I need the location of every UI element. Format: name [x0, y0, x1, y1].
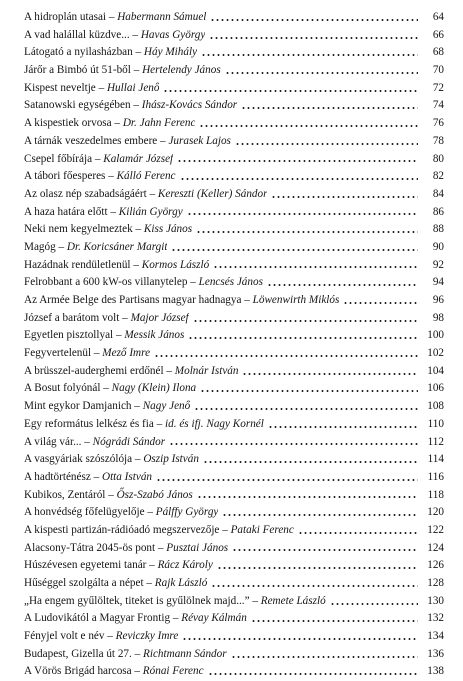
dot-leader [171, 248, 418, 252]
dot-leader [268, 425, 418, 429]
dot-leader [187, 212, 418, 216]
toc-entry [24, 610, 444, 628]
entry-page-number: 114 [427, 453, 444, 466]
dot-leader [242, 372, 418, 376]
toc-entry [24, 557, 444, 575]
entry-title-text: A Bosut folyónál – [24, 382, 112, 395]
entry-title [24, 62, 221, 80]
entry-author: Habermann Sámuel [117, 11, 207, 23]
toc-entry [24, 80, 444, 98]
entry-page-number: 118 [427, 488, 444, 501]
entry-author: Nógrádi Sándor [92, 435, 166, 448]
entry-page-number: 130 [427, 594, 444, 607]
entry-title-text: Járőr a Bimbó út 51-ből – [24, 64, 143, 77]
dot-leader [182, 637, 418, 641]
entry-title-text: A hadtörténész – [24, 470, 102, 483]
entry-title [24, 97, 237, 115]
entry-title [24, 44, 197, 62]
entry-author: Kalamár József [103, 152, 174, 165]
entry-author: Rácz Károly [157, 559, 213, 572]
dot-leader [210, 18, 418, 22]
entry-author: Otta István [101, 470, 153, 483]
entry-page-number: 72 [432, 81, 444, 94]
entry-title [24, 646, 227, 664]
entry-page-number: 132 [427, 612, 444, 625]
entry-author: Hertelendy János [142, 64, 221, 77]
dot-leader [156, 478, 418, 482]
dot-leader [209, 36, 418, 40]
entry-page-number: 98 [432, 311, 444, 324]
entry-author: id. és ifj. Nagy Kornél [165, 417, 264, 430]
toc-entry [24, 434, 444, 452]
toc-entry [24, 274, 444, 292]
entry-title-text: Húszévesen egyetemi tanár – [24, 559, 158, 572]
entry-title [24, 292, 339, 310]
dot-leader [208, 672, 418, 676]
dot-leader [197, 495, 418, 499]
entry-title [24, 451, 199, 469]
entry-title-text: Fegyvertelenül – [24, 347, 103, 360]
entry-title [24, 416, 264, 434]
entry-author: Messik János [124, 329, 185, 342]
entry-title-text: Csepel főbírája – [24, 152, 104, 165]
entry-page-number: 96 [432, 294, 444, 306]
entry-author: Pataki Ferenc [230, 523, 294, 536]
dot-leader [298, 531, 418, 535]
entry-title-text: A világ vár... – [24, 435, 93, 448]
dot-leader [203, 460, 418, 464]
entry-title [24, 345, 150, 363]
dot-leader [154, 354, 418, 358]
entry-title-text: Magóg – [24, 240, 67, 253]
toc-entry [24, 44, 444, 62]
entry-title-text: Neki nem kegyelmeztek – [24, 223, 144, 236]
dot-leader [330, 602, 418, 606]
entry-author: Révay Kálmán [181, 612, 247, 625]
entry-title [24, 593, 326, 611]
dot-leader [222, 513, 418, 517]
entry-title-text: A brüsszel-auderghemi erdőnél – [24, 364, 175, 377]
entry-author: Major József [130, 311, 189, 324]
entry-author: Oszip István [143, 453, 199, 466]
entry-title-text: A vad halállal küzdve... – [24, 28, 141, 41]
toc-entry [24, 663, 444, 681]
entry-title [24, 204, 183, 222]
entry-title-text: József a barátom volt – [24, 311, 131, 324]
toc-entry [24, 9, 444, 27]
entry-page-number: 126 [427, 559, 444, 572]
entry-page-number: 66 [432, 28, 444, 41]
dot-leader [188, 336, 418, 340]
toc-entry [24, 646, 444, 664]
dot-leader [211, 584, 418, 588]
entry-author: Lencsés János [198, 276, 263, 289]
entry-page-number: 134 [427, 630, 444, 643]
toc-entry [24, 186, 444, 204]
entry-title [24, 557, 213, 575]
toc-entry [24, 133, 444, 151]
entry-author: Molnár István [174, 364, 239, 377]
entry-page-number: 86 [432, 205, 444, 218]
toc-entry [24, 292, 444, 310]
entry-author: Kilián György [118, 205, 183, 218]
dot-leader [271, 195, 418, 199]
entry-title [24, 327, 184, 345]
entry-title [24, 274, 263, 292]
toc-entry [24, 204, 444, 222]
entry-title [24, 27, 205, 45]
entry-title [24, 239, 167, 257]
entry-author: Mező Imre [102, 347, 151, 360]
dot-leader [200, 389, 418, 393]
entry-title [24, 663, 204, 681]
dot-leader [241, 106, 418, 110]
entry-page-number: 102 [427, 347, 444, 360]
entry-title-text: Kispest neveltje – [24, 81, 107, 94]
toc-entry [24, 398, 444, 416]
toc-entry [24, 115, 444, 133]
toc-entry [24, 239, 444, 257]
dot-leader [225, 71, 418, 75]
entry-page-number: 100 [427, 329, 444, 342]
dot-leader [217, 566, 418, 570]
entry-title-text: Egyetlen pisztollyal – [24, 329, 125, 342]
toc-entry [24, 380, 444, 398]
entry-title-text: A kispesti partizán-rádióadó megszervezője – [24, 523, 231, 536]
entry-title [24, 380, 196, 398]
entry-title-text: „Ha engem gyűlöltek, titeket is gyűlölnek majd...” – [24, 594, 261, 607]
entry-author: Reviczky Imre [115, 630, 179, 643]
entry-page-number: 82 [432, 170, 444, 183]
toc-entry [24, 487, 444, 505]
entry-page-number: 108 [427, 400, 444, 413]
entry-title [24, 115, 195, 133]
dot-leader [213, 265, 418, 269]
entry-page-number: 64 [432, 11, 444, 23]
entry-author: Ősz-Szabó János [116, 488, 193, 501]
entry-title-text: Kubikos, Zentáról – [24, 488, 117, 501]
entry-author: Rónai Ferenc [142, 665, 204, 678]
entry-title-text: A tábori főesperes – [24, 170, 117, 183]
entry-title [24, 221, 192, 239]
entry-title [24, 151, 173, 169]
entry-page-number: 94 [432, 276, 444, 289]
entry-title-text: A hidroplán utasai – [24, 11, 118, 23]
entry-title [24, 80, 159, 98]
entry-title-text: Hűséggel szolgálta a népet – [24, 577, 155, 589]
toc-entry [24, 168, 444, 186]
entry-page-number: 116 [427, 470, 444, 483]
entry-title-text: A vasgyáriak szószólója – [24, 453, 144, 466]
entry-title-text: Mint egykor Damjanich – [24, 400, 143, 413]
dot-leader [231, 655, 418, 659]
dot-leader [194, 407, 418, 411]
entry-page-number: 80 [432, 152, 444, 165]
entry-author: Dr. Koricsáner Margit [66, 240, 168, 253]
entry-title [24, 363, 238, 381]
entry-title [24, 610, 247, 628]
entry-title-text: Fényjel volt e név – [24, 630, 116, 643]
toc-entry [24, 540, 444, 558]
toc-entry [24, 575, 444, 593]
entry-title [24, 398, 190, 416]
entry-title [24, 168, 176, 186]
toc-entry [24, 451, 444, 469]
entry-title-text: Az Armée Belge des Partisans magyar hadnagya – [24, 294, 253, 306]
entry-page-number: 78 [432, 134, 444, 147]
dot-leader [177, 159, 418, 163]
toc-entry [24, 593, 444, 611]
table-of-contents [24, 9, 444, 681]
entry-title-text: A tárnák veszedelmes embere – [24, 134, 169, 147]
entry-title [24, 540, 228, 558]
entry-title [24, 133, 231, 151]
entry-page-number: 136 [427, 647, 444, 660]
entry-author: Kereszti (Keller) Sándor [157, 187, 268, 200]
entry-title-text: A honvédség főfelügyelője – [24, 506, 156, 519]
entry-author: Nagy (Klein) Ilona [111, 382, 197, 395]
toc-entry [24, 363, 444, 381]
entry-author: Rajk László [154, 577, 208, 589]
dot-leader [267, 283, 418, 287]
dot-leader [232, 548, 418, 552]
toc-entry [24, 310, 444, 328]
entry-page-number: 84 [432, 187, 444, 200]
entry-author: Háy Mihály [143, 46, 198, 59]
entry-page-number: 128 [427, 577, 444, 589]
entry-author: Ihász-Kovács Sándor [141, 99, 238, 112]
entry-author: Kiss János [143, 223, 193, 236]
dot-leader [163, 89, 418, 93]
dot-leader [180, 177, 418, 181]
toc-entry [24, 97, 444, 115]
entry-title [24, 504, 218, 522]
entry-title [24, 487, 193, 505]
entry-author: Pálffy György [155, 506, 219, 519]
toc-entry [24, 345, 444, 363]
toc-entry [24, 151, 444, 169]
toc-entry [24, 522, 444, 540]
toc-entry [24, 62, 444, 80]
dot-leader [199, 124, 418, 128]
entry-title-text: Hazádnak rendületlenül – [24, 258, 142, 271]
entry-page-number: 70 [432, 64, 444, 77]
dot-leader [201, 53, 418, 57]
toc-entry [24, 327, 444, 345]
entry-author: Richtmann Sándor [143, 647, 227, 660]
entry-author: Löwenwirth Miklós [252, 294, 340, 306]
entry-author: Pusztai János [166, 541, 229, 554]
entry-author: Hullai Jenő [106, 81, 160, 94]
entry-page-number: 124 [427, 541, 444, 554]
toc-entry [24, 27, 444, 45]
entry-page-number: 120 [427, 506, 444, 519]
entry-title [24, 522, 294, 540]
entry-page-number: 88 [432, 223, 444, 236]
entry-title [24, 257, 209, 275]
entry-page-number: 138 [427, 665, 444, 678]
entry-page-number: 90 [432, 240, 444, 253]
dot-leader [343, 301, 418, 305]
entry-author: Jurasek Lajos [168, 134, 231, 147]
entry-title-text: A haza határa előtt – [24, 205, 119, 218]
entry-title-text: Az olasz nép szabadságáért – [24, 187, 158, 200]
entry-title [24, 575, 207, 593]
entry-page-number: 76 [432, 117, 444, 130]
entry-title [24, 310, 189, 328]
entry-author: Havas György [140, 28, 206, 41]
entry-author: Dr. Jahn Ferenc [122, 117, 196, 130]
entry-page-number: 74 [432, 99, 444, 112]
entry-title-text: A Ludovikától a Magyar Frontig – [24, 612, 182, 625]
entry-page-number: 104 [427, 364, 444, 377]
entry-title-text: Budapest, Gizella út 27. – [24, 647, 143, 660]
entry-page-number: 68 [432, 46, 444, 59]
entry-title-text: Felrobbant a 600 kW-os villanytelep – [24, 276, 199, 289]
entry-title [24, 469, 152, 487]
entry-page-number: 110 [427, 417, 444, 430]
entry-title [24, 186, 267, 204]
entry-title-text: Alacsony-Tátra 2045-ös pont – [24, 541, 167, 554]
entry-author: Kormos László [141, 258, 210, 271]
toc-entry [24, 504, 444, 522]
entry-page-number: 106 [427, 382, 444, 395]
entry-page-number: 122 [427, 523, 444, 536]
dot-leader [193, 319, 418, 323]
entry-title-text: A Vörös Brigád harcosa – [24, 665, 143, 678]
entry-author: Remete László [260, 594, 326, 607]
entry-title-text: Egy református lelkész és fia – [24, 417, 166, 430]
toc-entry [24, 221, 444, 239]
entry-title [24, 9, 206, 27]
dot-leader [235, 142, 418, 146]
entry-page-number: 92 [432, 258, 444, 271]
toc-entry [24, 469, 444, 487]
entry-page-number: 112 [427, 435, 444, 448]
entry-author: Kálló Ferenc [116, 170, 176, 183]
dot-leader [169, 442, 418, 446]
entry-title-text: Látogató a nyilasházban – [24, 46, 144, 59]
dot-leader [251, 619, 418, 623]
entry-title [24, 434, 165, 452]
dot-leader [196, 230, 418, 234]
toc-entry [24, 416, 444, 434]
entry-title-text: Satanowski egységében – [24, 99, 142, 112]
toc-entry [24, 257, 444, 275]
entry-title-text: A kispestiek orvosa – [24, 117, 123, 130]
entry-author: Nagy Jenő [142, 400, 191, 413]
